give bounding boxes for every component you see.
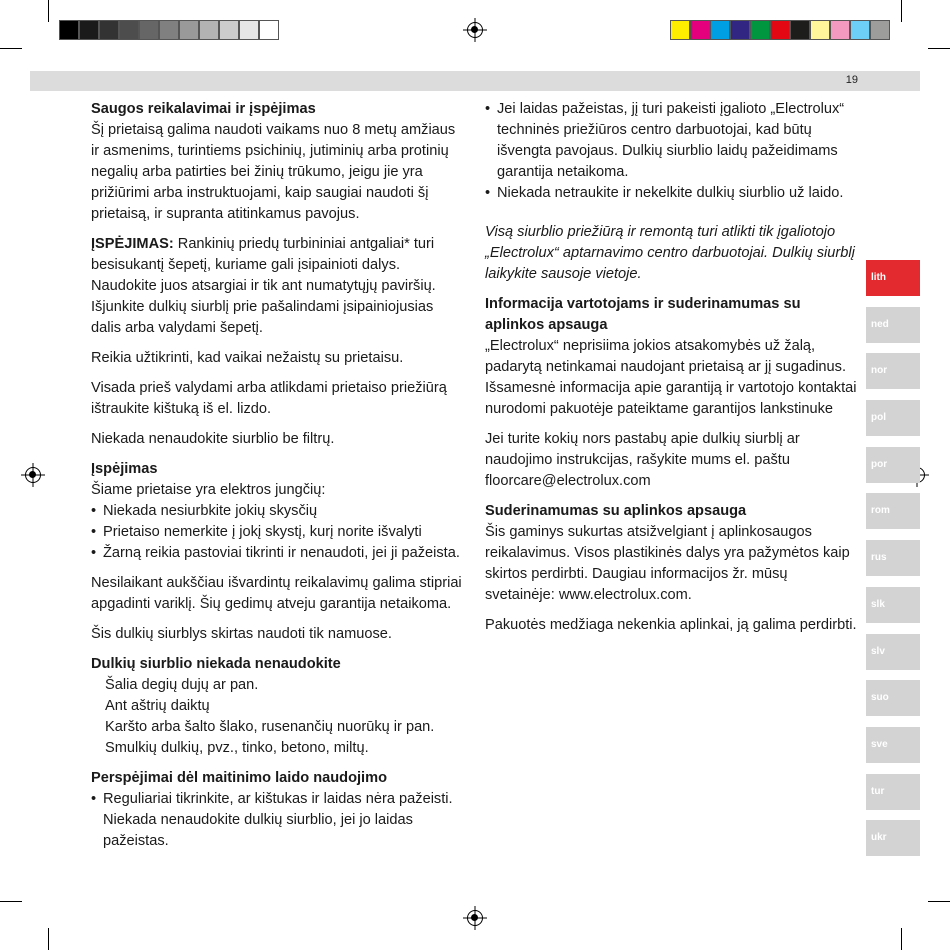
color-swatch: [159, 20, 179, 40]
list-item: • Prietaiso nemerkite į jokį skystį, kurį norite išvalyti: [91, 522, 466, 543]
tab-tur[interactable]: tur: [866, 774, 920, 810]
tab-slk[interactable]: slk: [866, 587, 920, 623]
color-swatch: [870, 20, 890, 40]
crop-mark: [928, 48, 950, 49]
color-swatch: [770, 20, 790, 40]
list-item: • Žarną reikia pastoviai tikrinti ir nenaudoti, jei ji pažeista.: [91, 543, 466, 564]
color-swatch: [79, 20, 99, 40]
tab-rom[interactable]: rom: [866, 493, 920, 529]
list-item: • Niekada nesiurbkite jokių skysčių: [91, 501, 466, 522]
warning-text: Rankinių priedų turbininiai antgaliai* turi besisukantį šepetį, kuriame gali įsipainioti dalys. Naudokite juos atsargiai ir tik ant numatytųjų paviršių. Išjunkite dulkių siurblį prie pašalindami įsipainiojusias dalis arba valydami šepetį.: [91, 236, 436, 336]
cord-heading: Perspėjimai dėl maitinimo laido naudojimo: [91, 770, 387, 786]
crop-mark: [48, 0, 49, 22]
home-use-paragraph: Šis dulkių siurblys skirtas naudoti tik namuose.: [91, 626, 392, 642]
crop-mark: [0, 901, 22, 902]
list-item: Karšto arba šalto šlako, rusenančių nuorūkų ir pan.: [105, 719, 435, 735]
crop-mark: [48, 928, 49, 950]
tab-suo[interactable]: suo: [866, 680, 920, 716]
consumer-heading: Informacija vartotojams ir suderinamumas su aplinkos apsauga: [485, 296, 801, 333]
color-swatch: [239, 20, 259, 40]
header-bar: [30, 71, 920, 91]
color-swatch: [850, 20, 870, 40]
damage-paragraph: Nesilaikant aukščiau išvardintų reikalavimų galima stipriai apgadinti variklį. Šių gedimų atveju garantija netaikoma.: [91, 575, 462, 612]
registration-mark-icon: [467, 22, 483, 38]
never-use-heading: Dulkių siurblio niekada nenaudokite: [91, 656, 341, 672]
contact-paragraph: Jei turite kokių nors pastabų apie dulkių siurblį ar naudojimo instrukcijas, rašykite mums el. paštu floorcare@electrolux.com: [485, 431, 800, 489]
color-swatch: [179, 20, 199, 40]
crop-mark: [901, 928, 902, 950]
tab-por[interactable]: por: [866, 447, 920, 483]
list-item: Smulkių dulkių, pvz., tinko, betono, miltų.: [105, 740, 369, 756]
warning-paragraph: [91, 234, 466, 339]
caution-heading: Įspėjimas: [91, 461, 158, 477]
consumer-paragraph: „Electrolux“ neprisiima jokios atsakomybės už žalą, padarytą netinkamai naudojant prietaisą ar jį sugadinus. Išsamesnė informacija apie garantiją ir vartotojo kontaktai nurodomi pakuotėje pateiktame garantijos lankstinuke: [485, 338, 857, 417]
list-item: Ant aštrių daiktų: [105, 698, 210, 714]
crop-mark: [928, 901, 950, 902]
tab-rus[interactable]: rus: [866, 540, 920, 576]
color-swatch: [199, 20, 219, 40]
never-use-list: [91, 675, 466, 759]
crop-mark: [0, 48, 22, 49]
color-swatch: [99, 20, 119, 40]
page-number: 19: [845, 74, 858, 86]
safety-paragraph: Šį prietaisą galima naudoti vaikams nuo 8 metų amžiaus ir asmenims, turintiems psichinių, jutiminių arba protinių negalių arba patirties bei žinių trūkumo, jeigu jie yra prižiūrimi arba instruktuojami, kaip saugiai naudoti šį prietaisą, ir supranta atitinkamus pavojus.: [91, 122, 456, 222]
packaging-paragraph: Pakuotės medžiaga nekenkia aplinkai, ją galima perdirbti.: [485, 617, 857, 633]
children-paragraph: Reikia užtikrinti, kad vaikai nežaistų su prietaisu.: [91, 350, 404, 366]
left-column: [91, 99, 466, 861]
tab-lith[interactable]: lith: [866, 260, 920, 296]
color-swatch: [259, 20, 279, 40]
color-swatch: [139, 20, 159, 40]
color-swatch: [119, 20, 139, 40]
color-swatch: [670, 20, 690, 40]
list-item: • Jei laidas pažeistas, jį turi pakeisti įgalioto „Electrolux“ techninės priežiūros centro darbuotojai, kad būtų išvengta pavojaus. Dulkių siurblio laidų pažeidimams garantija netaikoma.: [485, 99, 857, 183]
registration-mark-icon: [467, 910, 483, 926]
filters-paragraph: Niekada nenaudokite siurblio be filtrų.: [91, 431, 335, 447]
registration-mark-icon: [25, 467, 41, 483]
color-swatch: [730, 20, 750, 40]
tab-slv[interactable]: slv: [866, 634, 920, 670]
color-swatch: [750, 20, 770, 40]
unplug-paragraph: Visada prieš valydami arba atlikdami prietaiso priežiūrą ištraukite kištuką iš el. lizdo.: [91, 380, 447, 417]
caution-list: [91, 501, 466, 564]
cord-list-continued: [485, 99, 857, 204]
color-swatch: [710, 20, 730, 40]
safety-heading: Saugos reikalavimai ir įspėjimas: [91, 101, 316, 117]
tab-pol[interactable]: pol: [866, 400, 920, 436]
list-item: Šalia degių dujų ar pan.: [105, 677, 259, 693]
list-item: • Niekada netraukite ir nekelkite dulkių siurblio už laido.: [485, 183, 857, 204]
service-note: Visą siurblio priežiūrą ir remontą turi atlikti tik įgaliotojo „Electrolux“ aptarnavimo centro darbuotojai. Dulkių siurblį laikykite sausoje vietoje.: [485, 224, 855, 282]
crop-mark: [901, 0, 902, 22]
language-tabs: [866, 260, 920, 867]
tab-sve[interactable]: sve: [866, 727, 920, 763]
list-item: • Reguliariai tikrinkite, ar kištukas ir laidas nėra pažeisti. Niekada nenaudokite dulkių siurblio, jei jo laidas pažeistas.: [91, 789, 466, 852]
color-swatch: [690, 20, 710, 40]
color-swatch: [59, 20, 79, 40]
tab-ukr[interactable]: ukr: [866, 820, 920, 856]
environment-heading: Suderinamumas su aplinkos apsauga: [485, 503, 747, 519]
color-swatch: [790, 20, 810, 40]
caution-intro: Šiame prietaise yra elektros jungčių:: [91, 482, 326, 498]
environment-paragraph: Šis gaminys sukurtas atsižvelgiant į aplinkosaugos reikalavimus. Visos plastikinės dalys yra pažymėtos kaip skirtos perdirbti. Daugiau informacijos žr. mūsų svetainėje: www.electrolux.com.: [485, 524, 850, 603]
cord-list: [91, 789, 466, 852]
color-swatch: [830, 20, 850, 40]
tab-ned[interactable]: ned: [866, 307, 920, 343]
tab-nor[interactable]: nor: [866, 353, 920, 389]
color-swatch: [810, 20, 830, 40]
warning-label: ĮSPĖJIMAS:: [91, 236, 174, 252]
right-column: [485, 99, 857, 645]
color-swatch: [219, 20, 239, 40]
